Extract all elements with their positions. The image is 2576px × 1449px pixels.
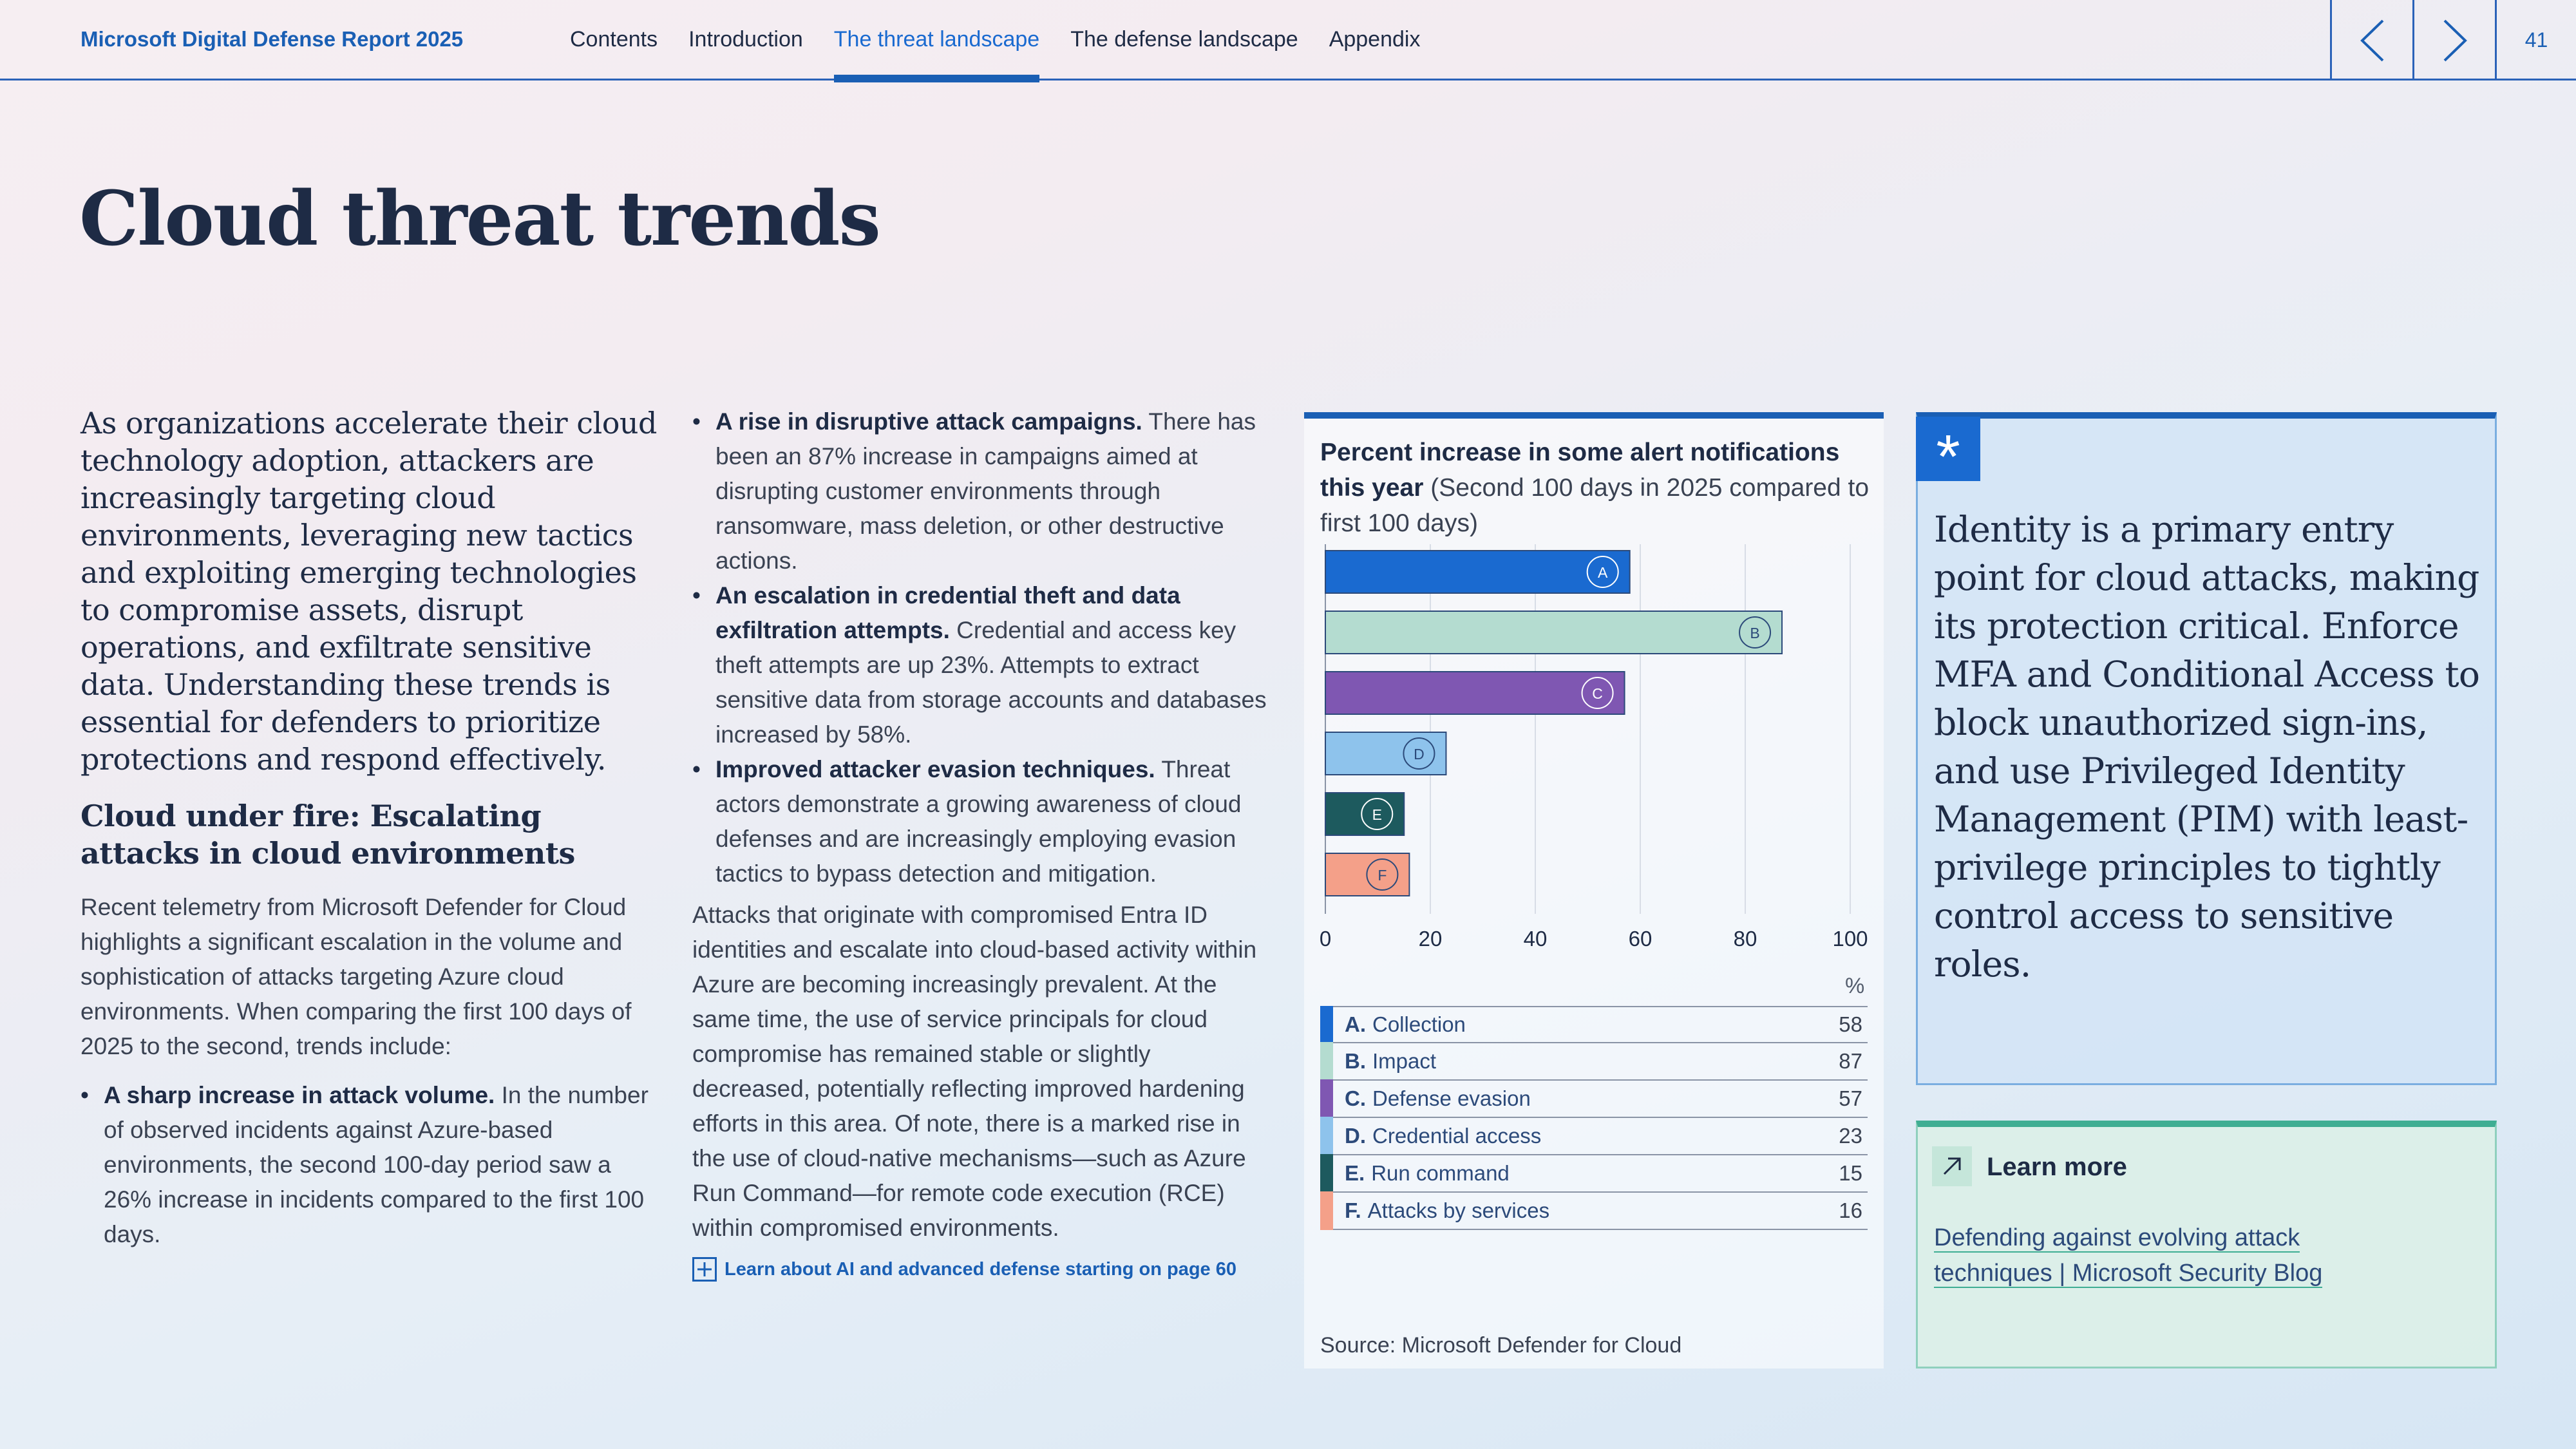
legend-value: 58 [1839, 1012, 1862, 1036]
learn-more-title: Learn more [1987, 1153, 2127, 1181]
legend-value: 87 [1839, 1049, 1862, 1073]
legend-label: Defense evasion [1372, 1086, 1531, 1110]
link-label: Learn about AI and advanced defense starting on page 60 [724, 1258, 1236, 1280]
bar-letter-label: B [1750, 625, 1760, 641]
legend-row [1320, 1081, 1868, 1118]
list-item [692, 404, 1272, 578]
trend-list [692, 404, 1272, 891]
legend-swatch [1320, 1042, 1333, 1081]
external-link-icon [1932, 1146, 1972, 1186]
legend-swatch [1320, 1006, 1333, 1043]
list-item-text: Credential and access key theft attempts are up 23%. Attempts to extract sensitive data from storage accounts and databases increased by 58%. [715, 617, 1267, 748]
learn-more-box [1916, 1121, 2497, 1368]
legend-label: Attacks by services [1367, 1198, 1550, 1222]
body-paragraph: Attacks that originate with compromised Entra ID identities and escalate into cloud-based activity within Azure are becoming increasingly prevalent. At the same time, the use of service principals for cloud compromise has remained stable or slightly decreased, potentially reflecting improved hardening efforts in this area. Of note, there is a marked rise in the use of cloud-native mechanisms—such as Azure Run Command—for remote code execution (RCE) within compromised environments. [692, 902, 1257, 1241]
top-navigation-bar [0, 0, 2576, 80]
legend-value: 15 [1839, 1161, 1862, 1185]
legend-row [1320, 1043, 1868, 1081]
page-number: 41 [2495, 0, 2576, 80]
x-tick-label: 0 [1319, 927, 1332, 951]
bar-letter-label: E [1372, 806, 1382, 823]
next-page-button[interactable] [2412, 0, 2495, 80]
chevron-right-icon [2441, 18, 2469, 63]
list-item [692, 578, 1272, 752]
legend-letter: E. [1345, 1161, 1365, 1185]
list-item-text: Threat actors demonstrate a growing awareness of cloud defenses and are increasingly employing evasion tactics to bypass detection and mitigation. [715, 756, 1242, 887]
chart-title [1320, 435, 1874, 541]
list-item [692, 752, 1272, 891]
legend-swatch [1320, 1154, 1333, 1193]
nav-defense-landscape[interactable]: The defense landscape [1070, 27, 1298, 52]
section-subheading: Cloud under fire: Escalating attacks in cloud environments [80, 799, 575, 871]
chart-source: Source: Microsoft Defender for Cloud [1320, 1333, 1682, 1358]
chart-title-bold: Percent increase in some alert notifications this year [1320, 439, 1840, 502]
legend-row [1320, 1193, 1868, 1230]
x-tick-label: 40 [1523, 927, 1548, 951]
identity-callout [1916, 412, 2497, 1085]
bar-a [1325, 551, 1630, 593]
legend-letter: B. [1345, 1049, 1366, 1073]
chart-panel [1304, 412, 1884, 1368]
legend-letter: C. [1345, 1086, 1366, 1110]
security-blog-link-text: Defending against evolving attack techniques | Microsoft Security Blog [1934, 1224, 2323, 1287]
body-paragraph: Recent telemetry from Microsoft Defender for Cloud highlights a significant escalation in the volume and sophistication of attacks targeting Azure cloud environments. When comparing the first 100 days of 2025 to the second, trends include: [80, 894, 632, 1059]
legend-row [1320, 1155, 1868, 1193]
legend-value: 57 [1839, 1086, 1862, 1110]
list-item-text: There has been an 87% increase in campaigns aimed at disrupting customer environments through ransomware, mass deletion, or other destructive actions. [715, 408, 1256, 574]
x-tick-label: 100 [1832, 927, 1868, 951]
legend-label: Impact [1372, 1049, 1437, 1073]
chevron-left-icon [2358, 18, 2387, 63]
legend-row [1320, 1118, 1868, 1155]
legend-letter: A. [1345, 1012, 1366, 1036]
list-item-text: In the number of observed incidents against Azure-based environments, the second 100-day period saw a 26% increase in incidents compared to the first 100 days. [104, 1082, 649, 1247]
plus-icon [692, 1257, 717, 1282]
bar-letter-label: D [1414, 746, 1425, 762]
legend-swatch [1320, 1117, 1333, 1155]
unit-label: % [1845, 974, 1865, 998]
callout-text: Identity is a primary entry point for cloud attacks, making its protection critical. Enforce MFA and Conditional Access to block unauthorized sign-ins, and use Privileged Identity Management (PIM) with least-privilege principles to tightly control access to sensitive roles. [1934, 509, 2480, 985]
legend-swatch [1320, 1191, 1333, 1230]
chart-legend-table [1320, 1006, 1868, 1230]
x-tick-label: 60 [1628, 927, 1653, 951]
nav-appendix[interactable]: Appendix [1329, 27, 1421, 52]
legend-label: Run command [1371, 1161, 1510, 1185]
bar-letter-label: A [1598, 564, 1608, 581]
bar-letter-label: C [1592, 685, 1603, 702]
asterisk-icon: * [1916, 417, 1980, 481]
x-tick-label: 20 [1418, 927, 1443, 951]
list-item-heading: Improved attacker evasion techniques. [715, 756, 1155, 782]
security-blog-link[interactable] [1934, 1220, 2346, 1291]
nav-threat-landscape[interactable]: The threat landscape [834, 0, 1039, 80]
list-item-heading: An escalation in credential theft and data exfiltration attempts. [715, 582, 1180, 643]
list-item-heading: A sharp increase in attack volume. [104, 1082, 495, 1108]
legend-value: 23 [1839, 1124, 1862, 1148]
nav-contents[interactable]: Contents [570, 27, 658, 52]
intro-column [80, 404, 660, 1252]
ai-defense-link[interactable] [692, 1257, 1272, 1282]
bar-d [1325, 732, 1446, 775]
bar-c [1325, 672, 1625, 714]
x-tick-label: 80 [1733, 927, 1757, 951]
previous-page-button[interactable] [2330, 0, 2412, 80]
list-item-heading: A rise in disruptive attack campaigns. [715, 408, 1142, 435]
bar-b [1325, 611, 1782, 654]
page-title: Cloud threat trends [79, 175, 880, 263]
legend-label: Credential access [1372, 1124, 1542, 1148]
report-brand[interactable]: Microsoft Digital Defense Report 2025 [80, 27, 464, 51]
trend-list [80, 1078, 660, 1252]
legend-letter: F. [1345, 1198, 1361, 1222]
bar-letter-label: F [1378, 867, 1387, 884]
legend-swatch [1320, 1079, 1333, 1118]
legend-row [1320, 1006, 1868, 1043]
lead-paragraph: As organizations accelerate their cloud technology adoption, attackers are increasingly targeting cloud environments, leveraging new tactics and exploiting emerging technologies to compromise assets, disrupt operations, and exfiltrate sensitive data. Understanding these trends is essential for defenders to prioritize protections and respond effectively. [80, 406, 657, 777]
legend-value: 16 [1839, 1198, 1862, 1222]
bar-chart [1304, 544, 1884, 951]
legend-label: Collection [1372, 1012, 1466, 1036]
chart-title-subtitle: (Second 100 days in 2025 compared to first 100 days) [1320, 474, 1870, 537]
nav-introduction[interactable]: Introduction [688, 27, 803, 52]
trends-column [692, 404, 1272, 1282]
section-nav [570, 0, 1451, 80]
legend-letter: D. [1345, 1124, 1366, 1148]
list-item [80, 1078, 660, 1252]
